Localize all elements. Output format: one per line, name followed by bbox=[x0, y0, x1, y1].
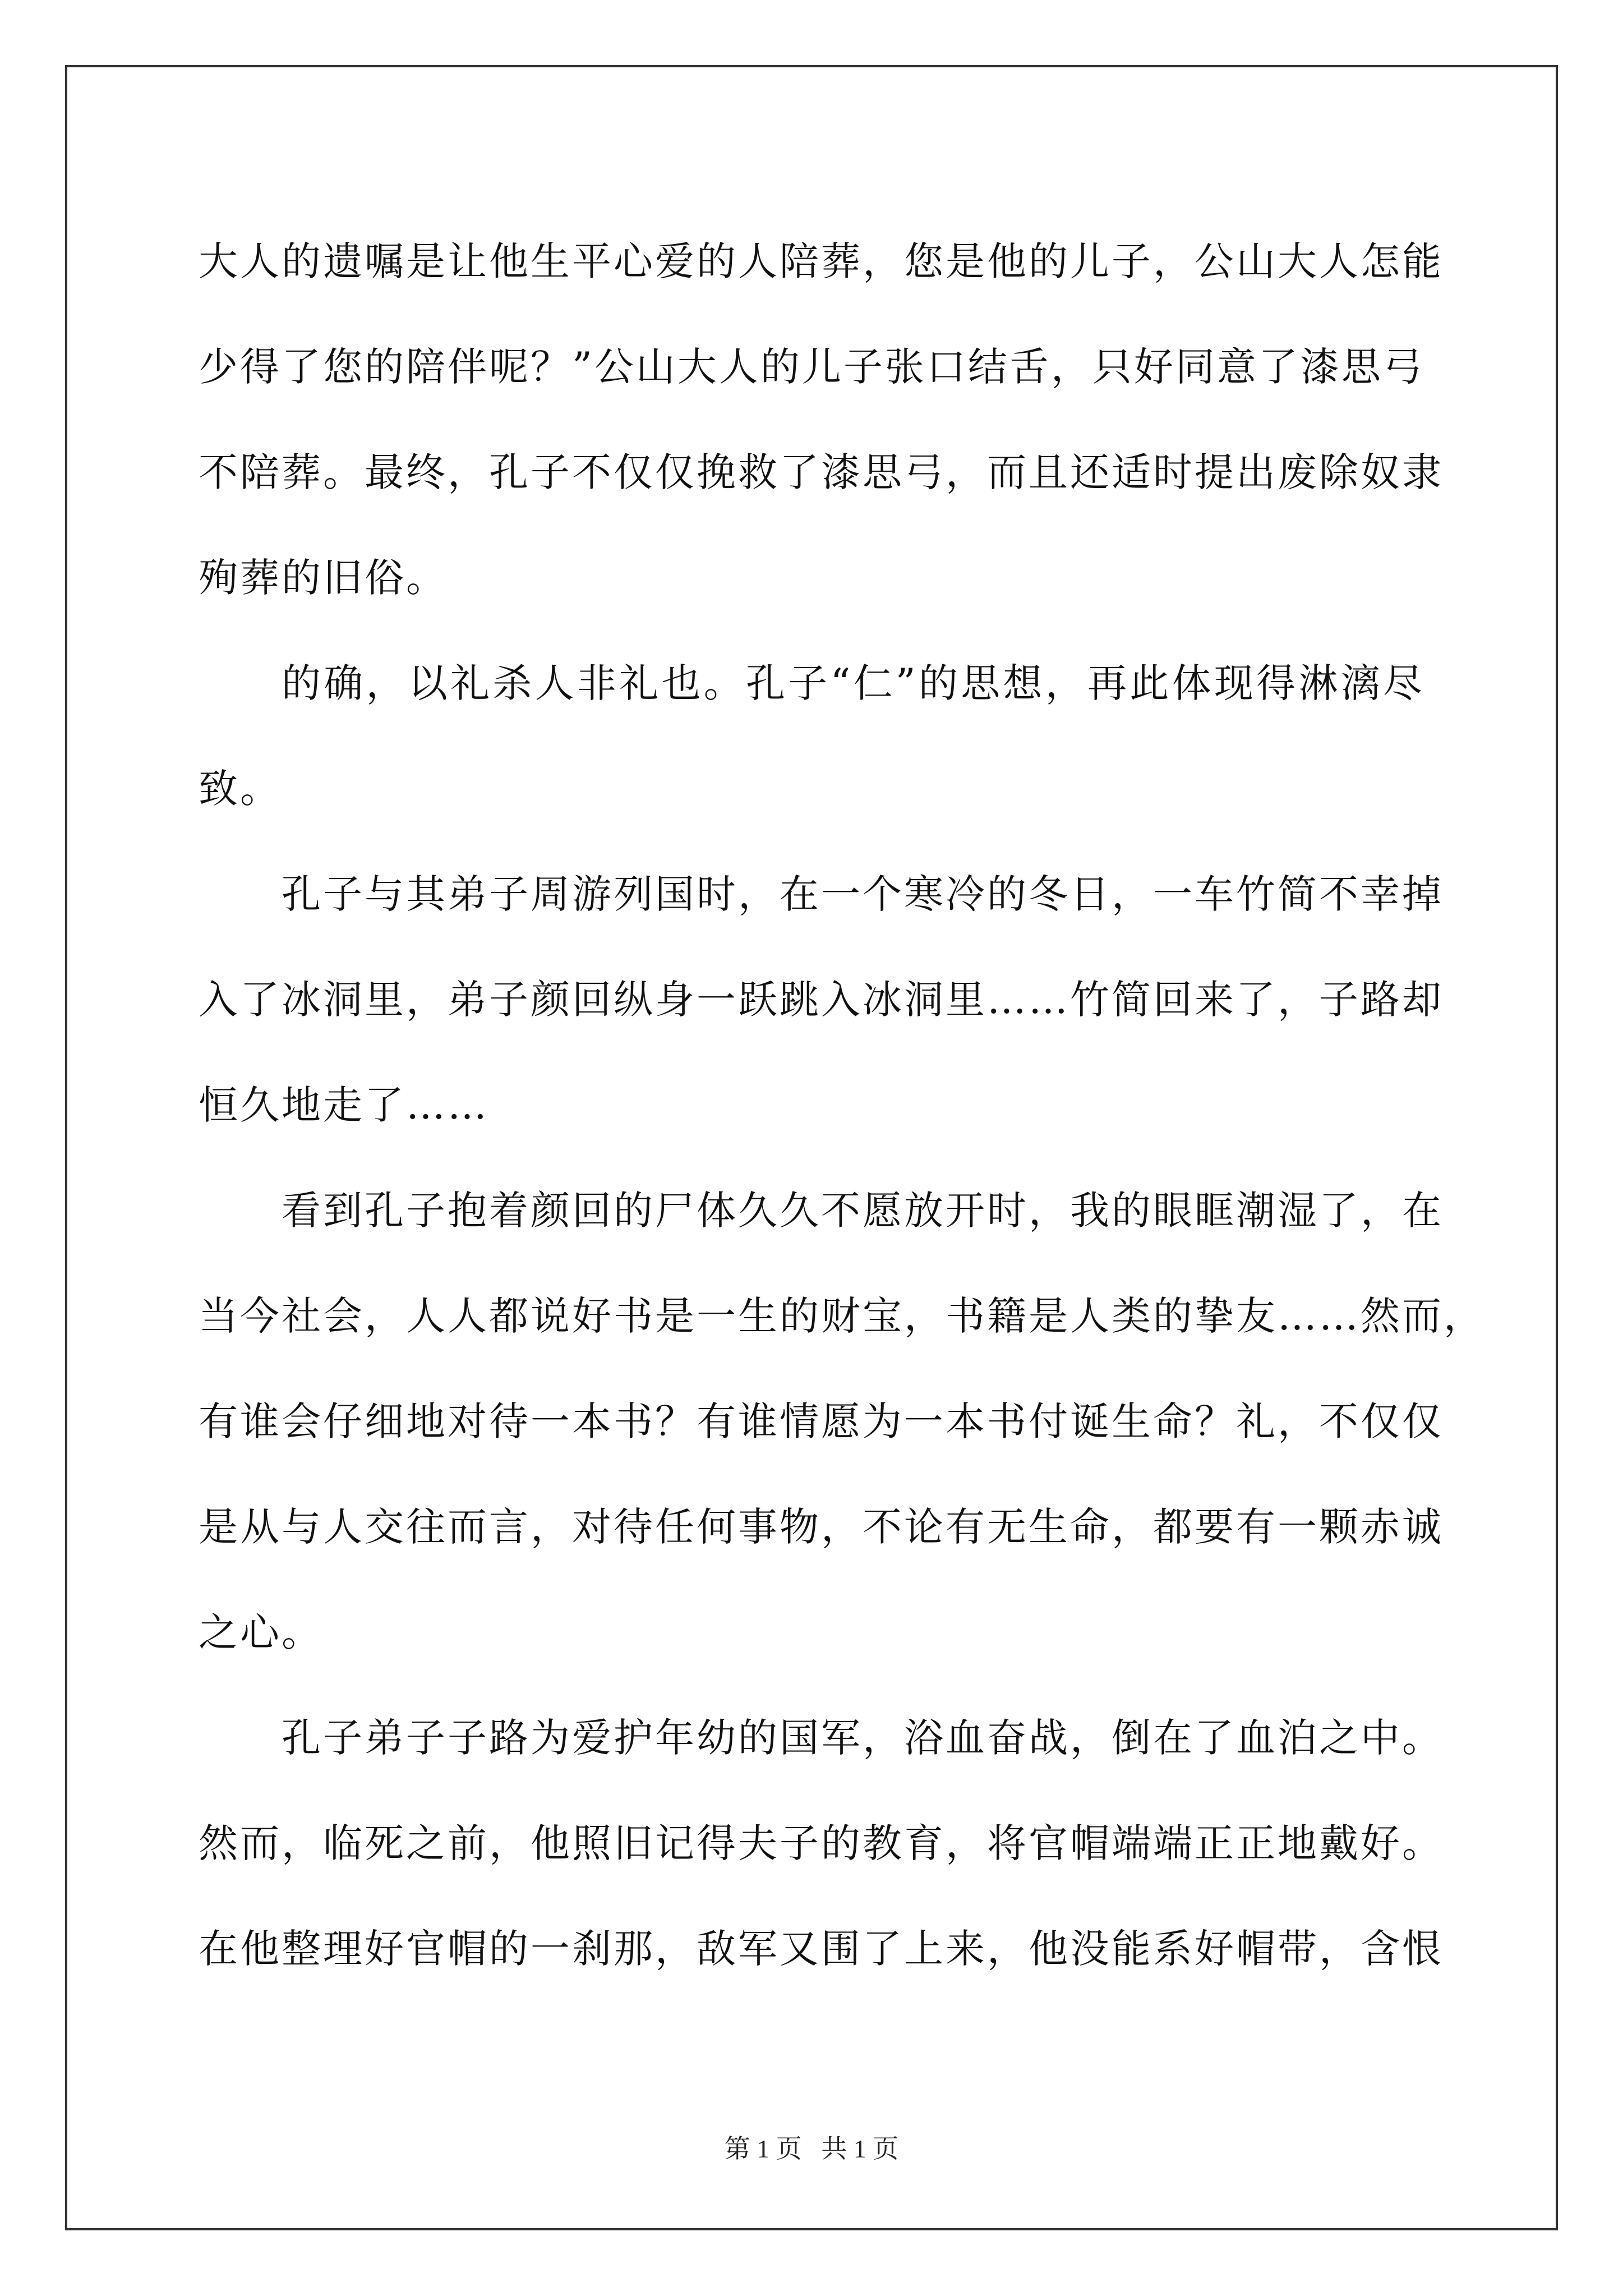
text-line: 在他整理好官帽的一刹那，敌军又围了上来，他没能系好帽带，含恨 bbox=[199, 1926, 1444, 1972]
text-line: 之心。 bbox=[199, 1609, 323, 1655]
text-line: 少得了您的陪伴呢？”公山大人的儿子张口结舌，只好同意了漆思弓 bbox=[199, 344, 1424, 390]
document-body bbox=[199, 209, 1485, 2001]
paragraph-first-line: 看到孔子抱着颜回的尸体久久不愿放开时，我的眼眶潮湿了，在 bbox=[282, 1188, 1444, 1234]
text-line: 入了冰洞里，弟子颜回纵身一跃跳入冰洞里……竹简回来了，子路却 bbox=[199, 977, 1444, 1023]
text-line: 致。 bbox=[199, 766, 282, 812]
page-number-footer: 第 1 页 共 1 页 bbox=[724, 2134, 899, 2163]
paragraph-first-line: 的确，以礼杀人非礼也。孔子“仁”的思想，再此体现得淋漓尽 bbox=[282, 660, 1424, 706]
text-line: 当今社会，人人都说好书是一生的财宝，书籍是人类的挚友……然而， bbox=[199, 1293, 1485, 1339]
text-line: 大人的遗嘱是让他生平心爱的人陪葬，您是他的儿子，公山大人怎能 bbox=[199, 238, 1444, 284]
text-line: 殉葬的旧俗。 bbox=[199, 555, 448, 601]
text-line: 是从与人交往而言，对待任何事物，不论有无生命，都要有一颗赤诚 bbox=[199, 1504, 1444, 1550]
text-line: 不陪葬。最终，孔子不仅仅挽救了漆思弓，而且还适时提出废除奴隶 bbox=[199, 449, 1444, 495]
paragraph-first-line: 孔子与其弟子周游列国时，在一个寒冷的冬日，一车竹简不幸掉 bbox=[282, 871, 1444, 917]
text-line: 恒久地走了…… bbox=[199, 1082, 489, 1128]
text-line: 然而，临死之前，他照旧记得夫子的教育，将官帽端端正正地戴好。 bbox=[199, 1820, 1444, 1866]
paragraph-first-line: 孔子弟子子路为爱护年幼的国军，浴血奋战，倒在了血泊之中。 bbox=[282, 1715, 1444, 1761]
text-line: 有谁会仔细地对待一本书？有谁情愿为一本书付诞生命？礼，不仅仅 bbox=[199, 1398, 1444, 1444]
